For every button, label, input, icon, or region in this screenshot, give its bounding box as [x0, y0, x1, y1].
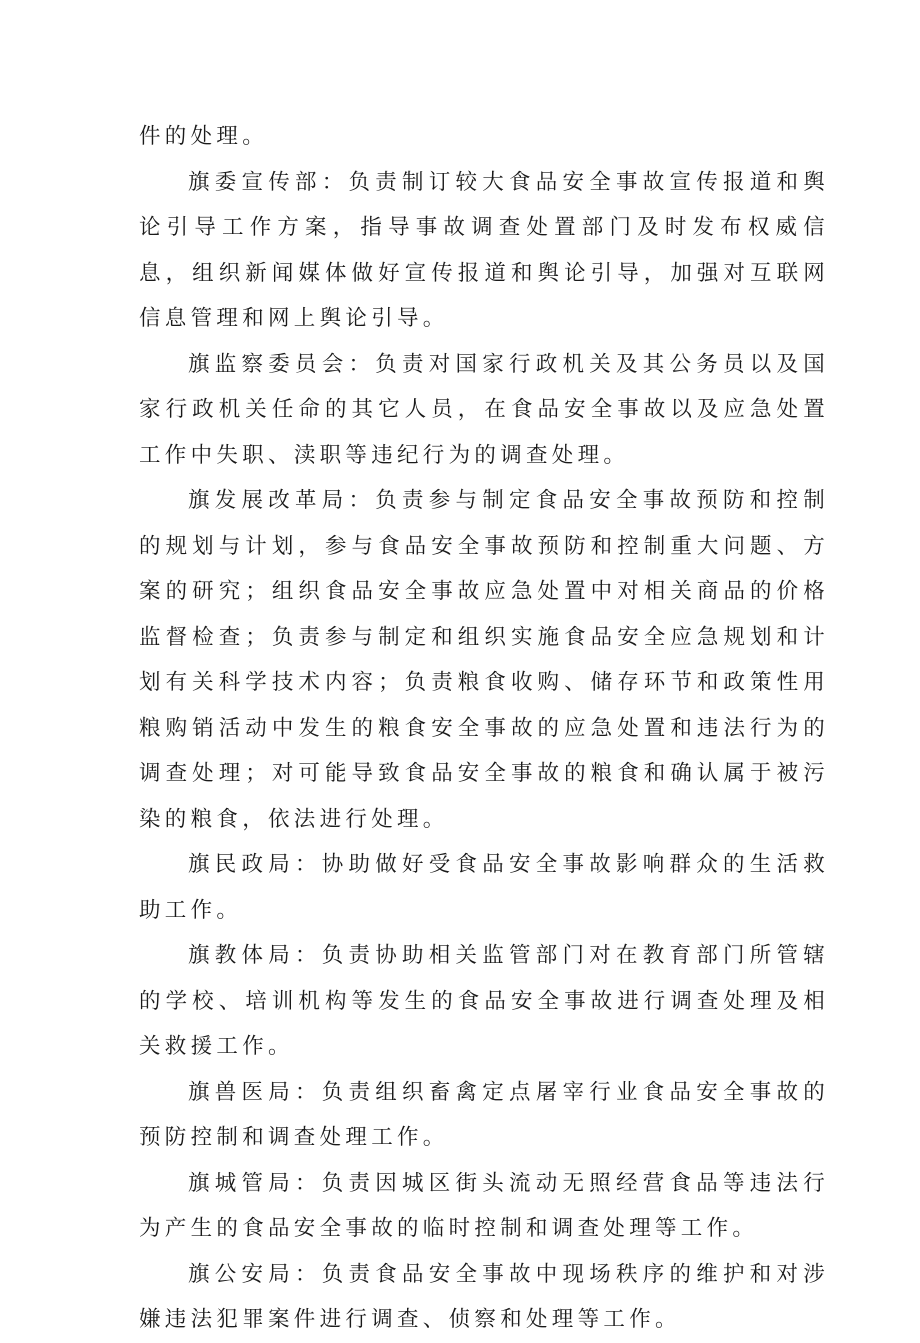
paragraph-public-security-bureau: 旗公安局：负责食品安全事故中现场秩序的维护和对涉嫌违法犯罪案件进行调查、侦察和处理等工作。: [139, 1261, 829, 1332]
paragraph-education-sports-bureau: 旗教体局：负责协助相关监管部门对在教育部门所管辖的学校、培训机构等发生的食品安全事故进行调查处理及相关救援工作。: [139, 943, 829, 1059]
paragraph-civil-affairs-bureau: 旗民政局：协助做好受食品安全事故影响群众的生活救助工作。: [139, 852, 829, 923]
paragraph-veterinary-bureau: 旗兽医局：负责组织畜禽定点屠宰行业食品安全事故的预防控制和调查处理工作。: [139, 1079, 829, 1150]
paragraph-supervision-committee: 旗监察委员会：负责对国家行政机关及其公务员以及国家行政机关任命的其它人员，在食品安全事故以及应急处置工作中失职、渎职等违纪行为的调查处理。: [139, 351, 829, 468]
paragraph-development-reform-bureau: 旗发展改革局：负责参与制定食品安全事故预防和控制的规划与计划，参与食品安全事故预防和控制重大问题、方案的研究；组织食品安全事故应急处置中对相关商品的价格监督检查；负责参与制定和组织实施食品安全应急规划和计划有关科学技术内容；负责粮食收购、储存环节和政策性用粮购销活动中发生的粮食安全事故的应急处置和违法行为的调查处理；对可能导致食品安全事故的粮食和确认属于被污染的粮食，依法进行处理。: [139, 488, 829, 832]
paragraph-continuation: 件的处理。: [139, 124, 269, 149]
paragraph-urban-management-bureau: 旗城管局：负责因城区街头流动无照经营食品等违法行为产生的食品安全事故的临时控制和调查处理等工作。: [139, 1170, 829, 1241]
document-body: [139, 114, 829, 1343]
paragraph-propaganda-dept: 旗委宣传部：负责制订较大食品安全事故宣传报道和舆论引导工作方案，指导事故调查处置部门及时发布权威信息，组织新闻媒体做好宣传报道和舆论引导，加强对互联网信息管理和网上舆论引导。: [139, 169, 829, 331]
